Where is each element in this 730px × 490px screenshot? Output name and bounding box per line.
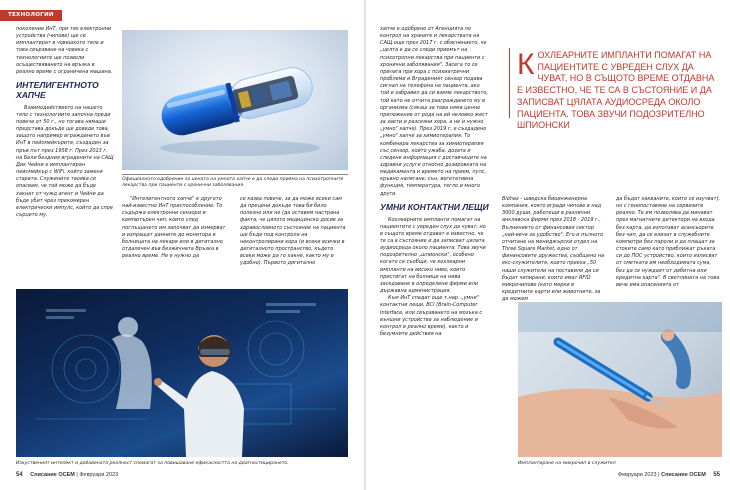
right-col3-text: да бъдат хакваните, които се изучват), но с генопоставяне на сервизите реално. Те им позволява да минават през магнитните детектори на входа без карта, да използват асансьорите без чип, да се влизат в служебните компютри без пароли и да плащат за стоките само като приближат ръката си до ПОС устройство, които изписват от сметката им необходимата сума, без да се нуждаят от дебитна или кредитна карта". В светлината на това вече има опасенията от [616,196,720,288]
section-tag: ТЕХНОЛОГИИ [0,10,62,21]
heading-smart-lenses: УМНИ КОНТАКТНИ ЛЕЩИ [380,201,489,212]
vr-illustration [16,289,348,457]
left-col2-text: "Интелигентното хапче" е другото най-известно ИнТ приспособление. То съдържа електронни сензори и компютърен чип, които след поглъщането им започват да измерват и изпращат данните до монитора в болницата на лекаря или в дигитално отдалечен във безжичната Връзка в реално време. Не е нужно да [122,196,226,260]
right-page-number: 55 [713,472,720,478]
pullquote [517,50,717,132]
pullquote-rule [509,48,510,118]
vr-doctor-image [16,289,348,457]
pullquote-drop-cap: К [517,48,535,81]
right-column-1 [380,26,490,338]
right-column-3 [616,196,720,289]
smart-pill-illustration [122,30,348,170]
left-page-number: 54 [16,472,23,478]
left-column-2 [122,196,230,260]
right-col1-body-text: Кохлеарните импланти помагат на пациентите с увреден слух да чуват, но в същото време отдават е известно, че те са в състояние и да записват цялата аудиосреда около пациента. Това звучи подозрително „шпионски", особено когато се съобщи, че кохлеарни импланти на високо ниво, които пристигат на болници на нива заседаване в определени фирми или държавна администрация. [380,216,486,295]
left-footer-issue: Февруари 2023 [79,472,119,478]
right-footer-issue: Февруари 2023 [617,472,657,478]
left-footer-separator: | [76,472,80,478]
left-footer-magazine: Списание ОСЕМ [30,472,75,478]
right-footer-separator: | [658,472,662,478]
microchip-illustration [518,302,722,457]
smart-pill-image [122,30,348,170]
vr-caption: Изкуственият интелект и добавената реалност спомагат за повишаване ефикасността на диагностицирането. [16,461,289,466]
right-footer-magazine: Списание ОСЕМ [661,472,706,478]
left-column-3 [240,196,348,268]
right-footer [618,472,720,478]
right-col1-top-text: хапче е одобрено от Агенцията по контрол на храните и лекарствата на САЩ още през 2017 г. с обяснението, че „целта е да се следи приемът на психотропни лекарства при пациенти с хронични заболявания". Засега то се прилага при хора с психиатрични проблеми и Вграденият сензор подава сигнал на телефона на пациента, ако той е забравил да си вземе лекарството, той като не отчита разграждането му в организма (сякаш за това няма ценно приложение от рода на ей неловко жест за заети и разсеяни хора, а не и нужно „умно" хапче). През 2019 г. е създадено „умно" хапче за химиотерапия. То комбинира лекарства за химиотерапия със сензор, който ужаба, дозата и следене информация с доставчиците на здравни услуги относно дозировката на медикамента и времето на прием, пулс, кръвно налягане, сън, вегетативна функция, температура, тегло и много други. [380,26,488,197]
microchip-implant-image [518,302,722,457]
smart-pill-caption: Официалното одобрение за цената на умното хапче е да следи приема на психотропните лекарства при пациенти с хронични заболявания. [122,177,344,188]
left-col3-text: се казва повече, за да може всеки сам да прецени докъде това би било полезно или не (да оставим настрана факта, че цялото медицинско досие за здравословното състояние на пациента ще бъде под контрола на неконтролирани хора (и всеки всички в дигиталното пространство, където всеки може да го хакне, както му е удобно). Първото дигитално [240,196,346,267]
pullquote-text: ОХЛЕАРНИТЕ ИМПЛАНТИ ПОМАГАТ НА ПАЦИЕНТИТЕ С УВРЕДЕН СЛУХ ДА ЧУВАТ, НО В СЪЩОТО ВРЕМЕ ОТДАВНА Е ИЗВЕСТНО, ЧЕ ТЕ СА В СЪСТОЯНИЕ И ДА ЗАПИСВАТ ЦЯЛАТА АУДИОСРЕДА ОКОЛО ПАЦИЕНТА. ТОВА ЗВУЧИ ПОДОЗРИТЕЛНО ШПИОНСКИ [517,50,715,131]
left-col1-top-text: поколение ИнТ, при тях електронни устройства (чипове) ще се имплантират в човешкото тяло и това свързване на човека с технологиите ще позволи осъществяването на връзка в реално време с ограничена машина. [16,26,113,75]
caption-rule-top [122,174,348,175]
right-column-2 [502,196,606,303]
left-footer [16,472,118,478]
heading-smart-pill: ИНТЕЛИГЕНТНОТО ХАПЧЕ [16,80,99,100]
left-col1-body-text: Взаимодействието на нашето тяло с технологиите започна преди повече от 50 г., но тогава нямаше представа докъде ще доведе това, защото например вграждането във ИнТ в пейсмейкърите, създаден за пръв път през 1958 г. През 2013 г. на Бели бездния вградените на САЩ Дик Чейни е имплантиран пейсмейкър с WiFi, който заменя старата. Служените таоява се опасвам, че той може да бъде хакнат от чужд агент и Чейни да бъде убит чрез прекомерен електрически импулс, който да спре сърцето му. [16,104,114,219]
left-column-1 [16,26,114,219]
right-col1-body-text-2: Към ИнТ спадат още т.нар. „умни" контактни лещи, BCI (Brain-Computer Interface, или свързването на мозъка с външни устройства за наблюдение и контрол в реално време), както и безумните действия на [380,295,483,338]
microchip-caption: Имплантиране на микрочип в служител [518,461,616,466]
right-col2-text: Biohax - шведска биоинженерна компания, която вгради чипове в над 3000 души, работещи в различни анклавска фирми през 2018 - 2019 г., Вълнението от финансовия сектор „най-вече за удобство". Его и пълното отчитане на мениджърски отдел на Three Square Market, едно от финансовите дружества, съобщено на екс-служителите, които приеха „50 наши служители на поставили да си бъдат чипирани, които имат RFID микрочипове (като мерки в кредитните карти или животните, за да можем [502,196,605,303]
left-page [0,0,364,490]
skeleton-hologram [112,334,152,409]
